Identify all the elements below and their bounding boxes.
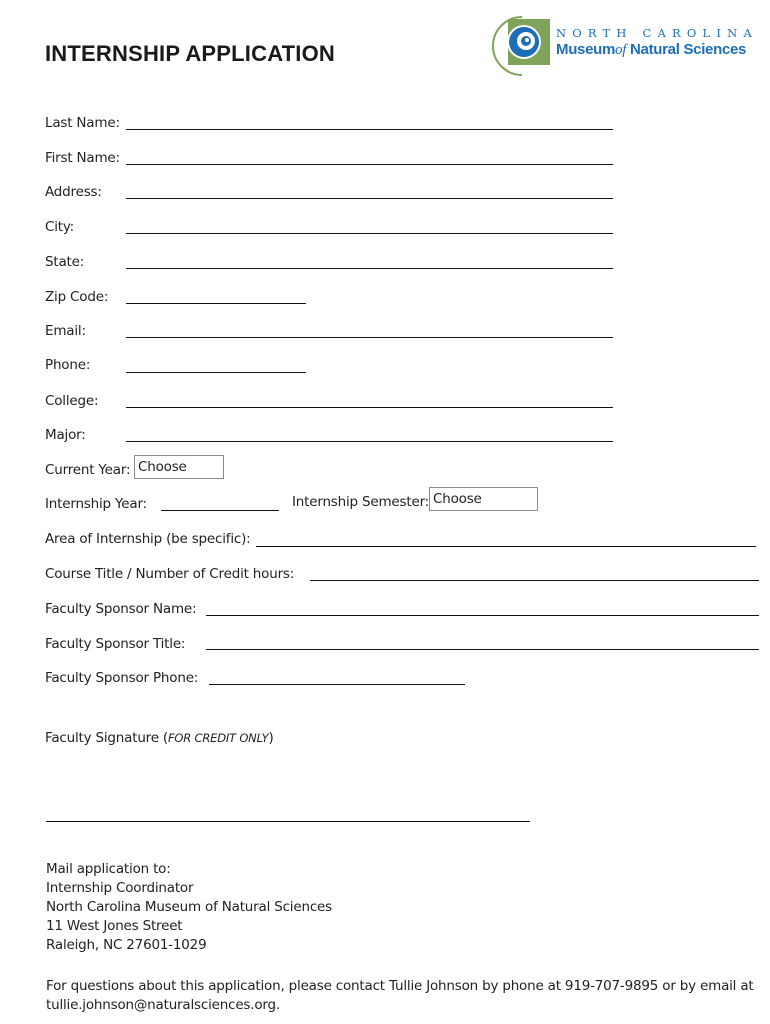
contact-note: For questions about this application, please contact Tullie Johnson by phone at 919-707-9895 or by email at tullie.johnson@naturalsciences.org. [46, 978, 754, 1013]
major-field[interactable] [126, 441, 613, 442]
faculty-sponsor-phone-label: Faculty Sponsor Phone: [45, 670, 199, 686]
mail-line: Internship Coordinator [46, 880, 194, 896]
state-label: State: [45, 254, 85, 270]
faculty-sponsor-phone-field[interactable] [209, 684, 465, 685]
mail-line: Raleigh, NC 27601-1029 [46, 937, 207, 953]
internship-year-label: Internship Year: [45, 496, 147, 512]
mail-line: North Carolina Museum of Natural Sciences [46, 899, 332, 915]
faculty-sponsor-title-label: Faculty Sponsor Title: [45, 636, 186, 652]
last-name-field[interactable] [126, 129, 613, 130]
state-field[interactable] [126, 268, 613, 269]
mail-line: Mail application to: [46, 861, 171, 877]
credit-only-note: FOR CREDIT ONLY [168, 731, 269, 745]
faculty-signature-field[interactable] [46, 821, 530, 822]
internship-semester-label: Internship Semester: [292, 494, 430, 510]
current-year-label: Current Year: [45, 462, 131, 478]
internship-year-field[interactable] [161, 510, 279, 511]
museum-logo [486, 12, 766, 78]
college-field[interactable] [126, 407, 613, 408]
city-field[interactable] [126, 233, 613, 234]
zip-code-label: Zip Code: [45, 289, 109, 305]
course-title-label: Course Title / Number of Credit hours: [45, 566, 295, 582]
current-year-select[interactable]: Choose [134, 455, 224, 479]
faculty-sponsor-name-label: Faculty Sponsor Name: [45, 601, 197, 617]
college-label: College: [45, 393, 99, 409]
first-name-field[interactable] [126, 164, 613, 165]
page-title: INTERNSHIP APPLICATION [45, 41, 336, 66]
course-title-field[interactable] [310, 580, 759, 581]
last-name-label: Last Name: [45, 115, 120, 131]
first-name-label: First Name: [45, 150, 120, 166]
address-field[interactable] [126, 198, 613, 199]
faculty-sponsor-title-field[interactable] [206, 649, 759, 650]
mailing-address [46, 860, 332, 955]
faculty-sponsor-name-field[interactable] [206, 615, 759, 616]
zip-code-field[interactable] [126, 303, 306, 304]
phone-label: Phone: [45, 357, 91, 373]
email-label: Email: [45, 323, 86, 339]
major-label: Major: [45, 427, 86, 443]
address-label: Address: [45, 184, 102, 200]
internship-semester-select[interactable]: Choose [429, 487, 538, 511]
city-label: City: [45, 219, 75, 235]
area-of-internship-field[interactable] [256, 546, 756, 547]
phone-field[interactable] [126, 372, 306, 373]
museum-emblem-icon [486, 12, 552, 78]
email-field[interactable] [126, 337, 613, 338]
logo-org-line: NORTH CAROLINA [556, 26, 758, 40]
logo-museum-name: Museumof Natural Sciences [556, 41, 747, 58]
mail-line: 11 West Jones Street [46, 918, 183, 934]
area-of-internship-label: Area of Internship (be specific): [45, 531, 251, 547]
faculty-signature-label: Faculty Signature (FOR CREDIT ONLY) [45, 730, 274, 746]
